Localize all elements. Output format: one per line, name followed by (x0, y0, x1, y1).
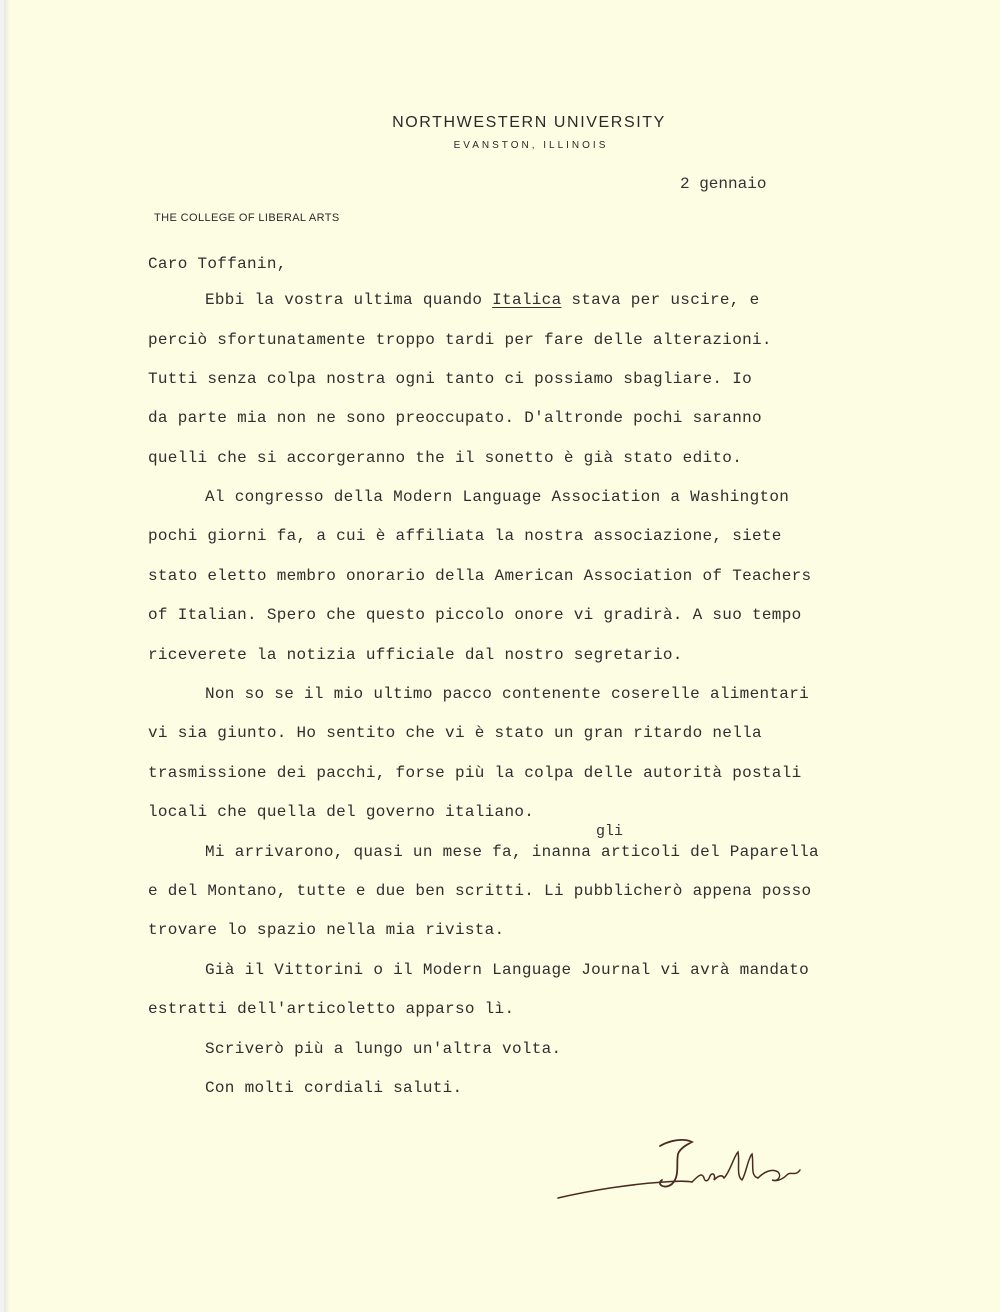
body-line: Mi arrivarono, quasi un mese fa, inanna articoli del Paparella (205, 843, 819, 861)
body-line: Già il Vittorini o il Modern Language Journal vi avrà mandato (205, 961, 809, 979)
letterhead-college: THE COLLEGE OF LIBERAL ARTS (154, 212, 340, 224)
body-line: pochi giorni fa, a cui è affiliata la nostra associazione, siete (148, 527, 782, 545)
body-line: estratti dell'articoletto apparso lì. (148, 1000, 515, 1018)
body-line: da parte mia non ne sono preoccupato. D'altronde pochi saranno (148, 409, 762, 427)
body-line-part: stava per uscire, e (561, 291, 760, 309)
body-line: perciò sfortunatamente troppo tardi per fare delle alterazioni. (148, 331, 772, 349)
body-line: stato eletto membro onorario della American Association of Teachers (148, 567, 812, 585)
letterhead-institution: NORTHWESTERN UNIVERSITY (392, 114, 666, 131)
letterhead-location: EVANSTON, ILLINOIS (453, 140, 609, 151)
salutation: Caro Toffanin, (148, 255, 287, 273)
letter-date: 2 gennaio (680, 175, 767, 193)
body-line: Tutti senza colpa nostra ogni tanto ci possiamo sbagliare. Io (148, 370, 752, 388)
body-line: riceverete la notizia ufficiale dal nostro segretario. (148, 646, 683, 664)
body-line: Al congresso della Modern Language Association a Washington (205, 488, 790, 506)
body-line: trovare lo spazio nella mia rivista. (148, 921, 505, 939)
body-line-part: Ebbi la vostra ultima quando (205, 291, 493, 309)
body-line: of Italian. Spero che questo piccolo onore vi gradirà. A suo tempo (148, 606, 802, 624)
body-line: trasmissione dei pacchi, forse più la colpa delle autorità postali (148, 764, 802, 782)
handwritten-insertion: gli (596, 823, 624, 840)
body-line: Scriverò più a lungo un'altra volta. (205, 1040, 562, 1058)
body-line: Non so se il mio ultimo pacco contenente coserelle alimentari (205, 685, 809, 703)
handwritten-signature (552, 1132, 832, 1212)
body-line: locali che quella del governo italiano. (148, 803, 535, 821)
journal-title: Italica (492, 291, 562, 309)
body-line: quelli che si accorgeranno the il sonetto è già stato edito. (148, 449, 743, 467)
body-line: vi sia giunto. Ho sentito che vi è stato un gran ritardo nella (148, 724, 762, 742)
scan-edge (4, 0, 10, 1312)
body-line: Con molti cordiali saluti. (205, 1079, 463, 1097)
body-line: e del Montano, tutte e due ben scritti. Li pubblicherò appena posso (148, 882, 812, 900)
body-line (205, 291, 760, 309)
